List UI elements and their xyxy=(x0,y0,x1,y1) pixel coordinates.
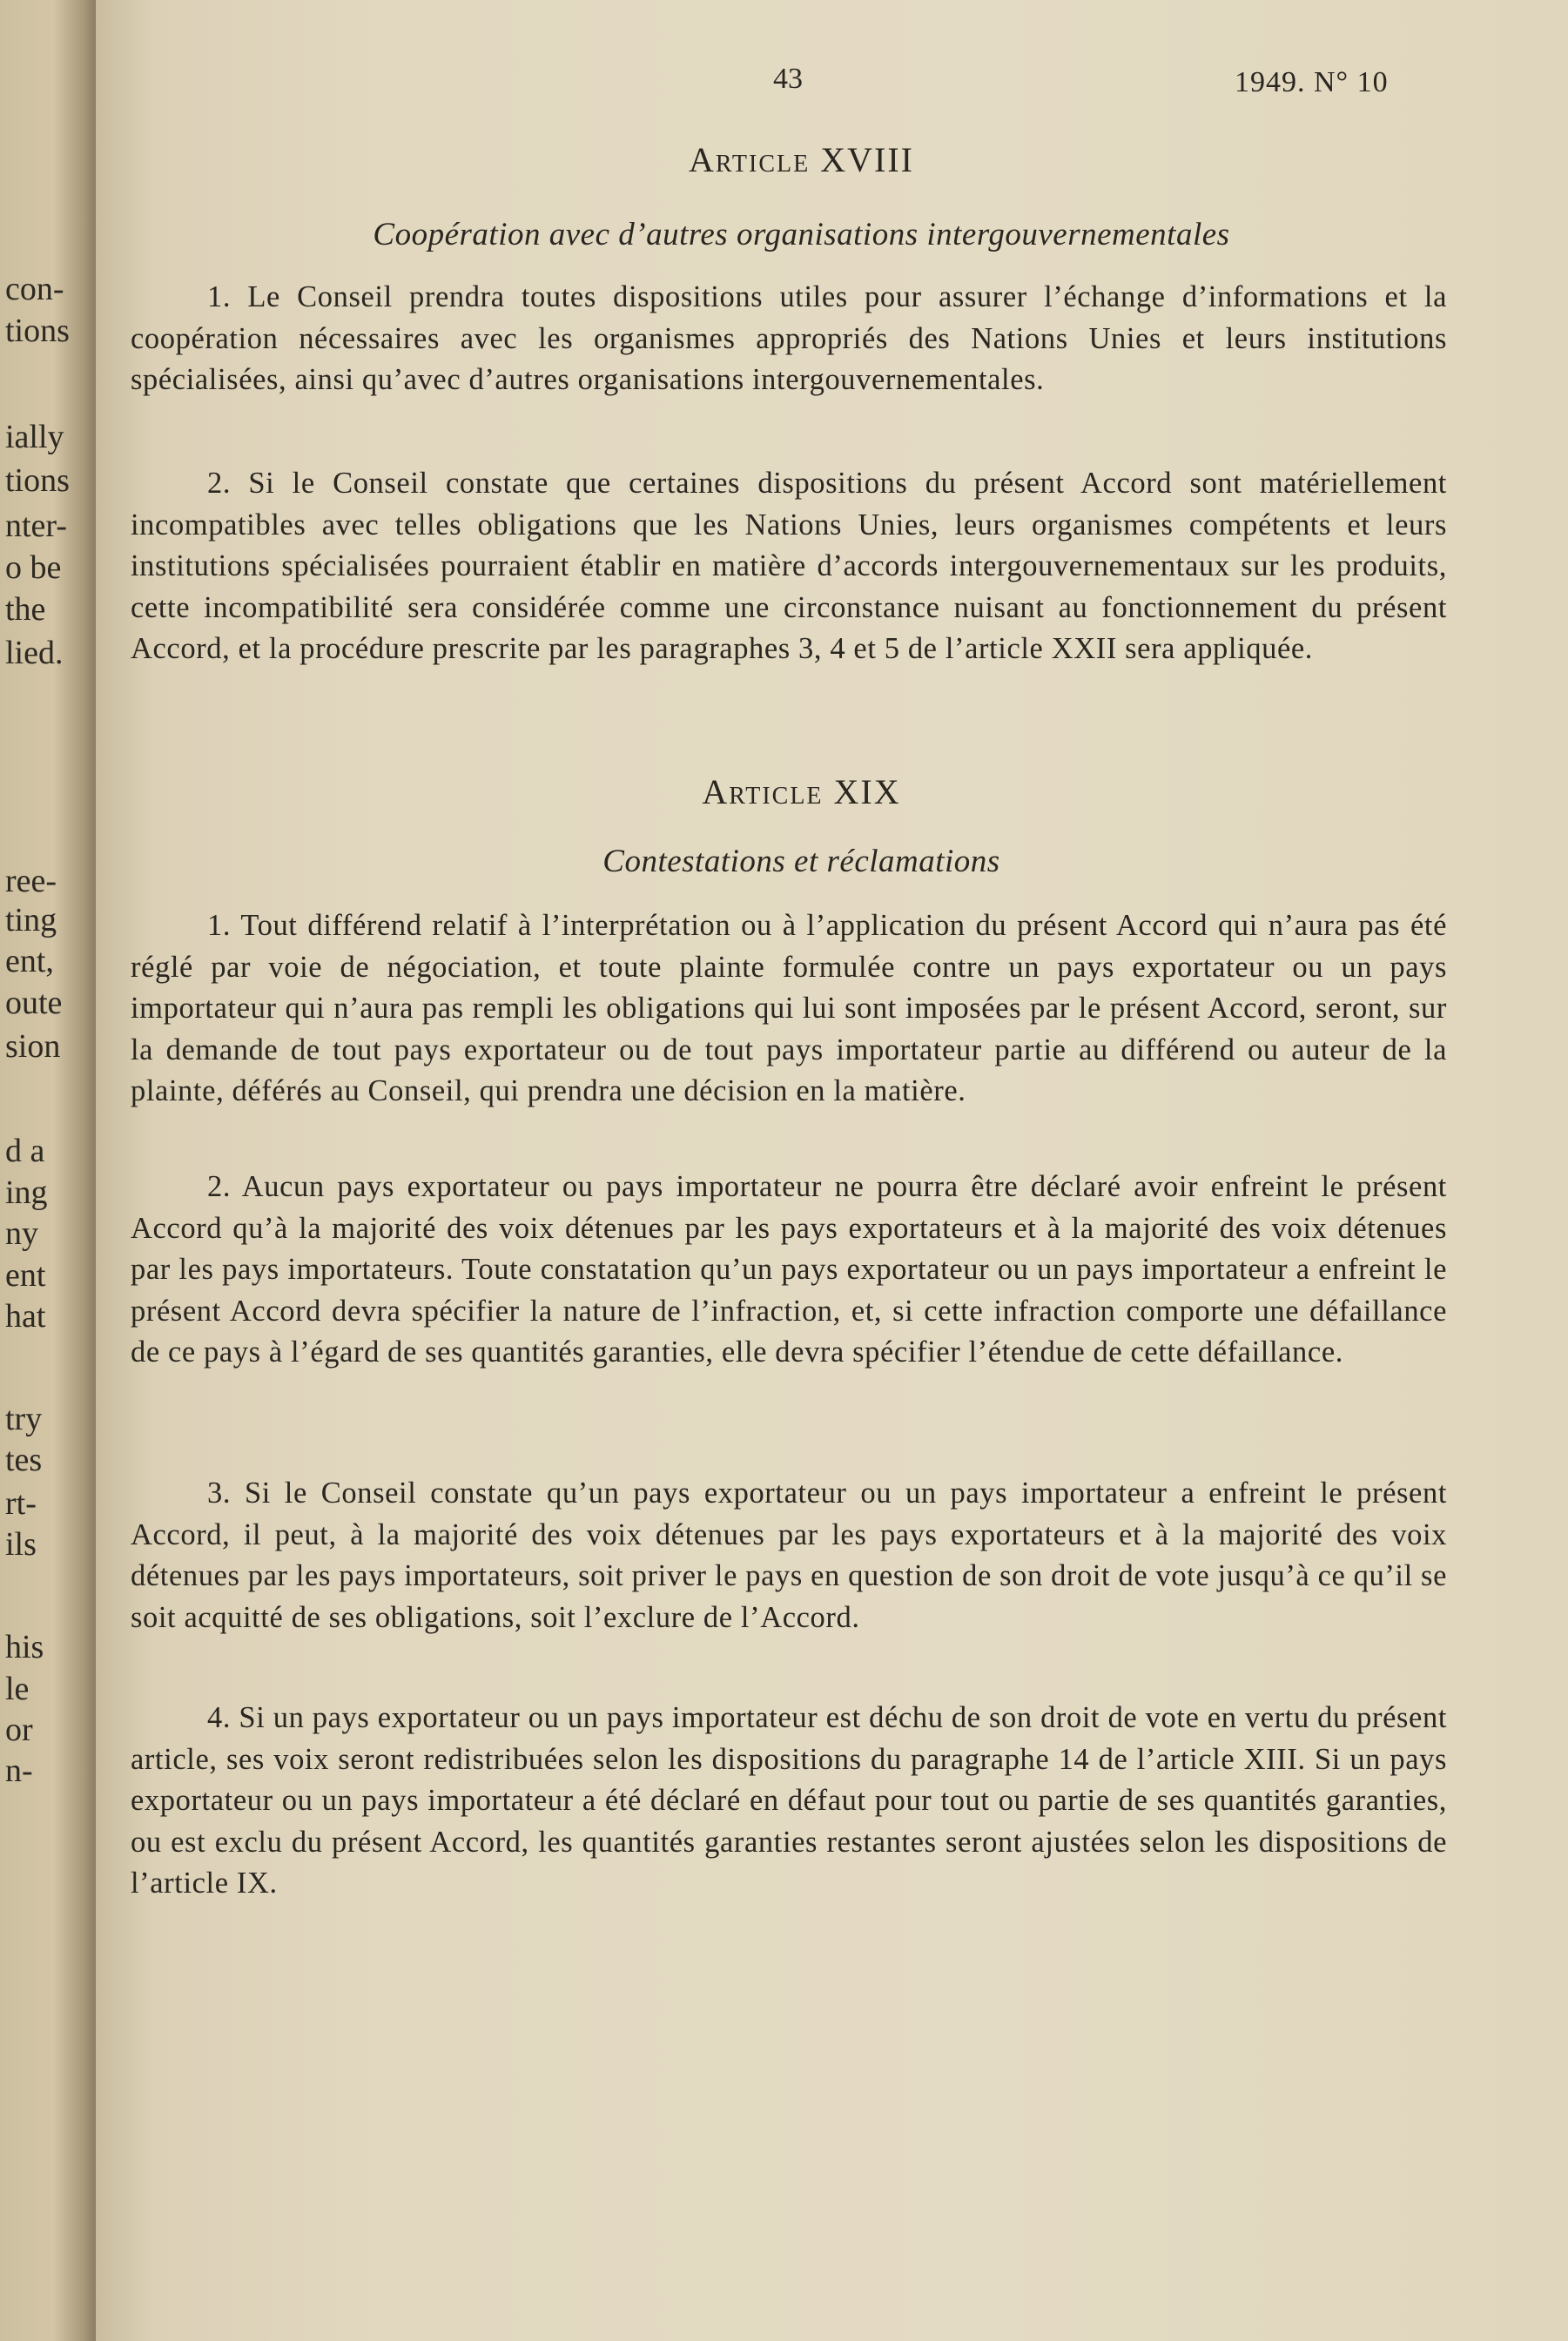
paragraph: 2. Si le Conseil constate que certaines dispositions du présent Accord sont matériellement incompatibles avec telles obligations que les Nations Unies, leurs organismes compétents et leurs institutions spécialisées pourraient établir en matière d’accords intergouvernementaux sur les produits, cette incompatibilité sera considérée comme une circonstance nuisant au fonctionnement du présent Accord, et la procédure prescrite par les paragraphes 3, 4 et 5 de l’article XXII sera appliquée. xyxy=(131,467,1447,665)
margin-fragment: d a xyxy=(5,1133,45,1169)
paragraph: 1. Tout différend relatif à l’interprétation ou à l’application du présent Accord qui n’aura pas été réglé par voie de négociation, et toute plainte formulée contre un pays exportateur ou un pays importateur qui n’aura pas rempli les obligations qui lui sont imposées par le présent Accord, seront, sur la demande de tout pays exportateur ou de tout pays importateur partie au différend ou auteur de la plainte, déférés au Conseil, qui prendra une décision en la matière. xyxy=(131,909,1447,1107)
margin-fragment: ny xyxy=(5,1215,38,1252)
margin-fragment: ially xyxy=(5,419,64,455)
article-subtitle: Coopération avec d’autres organisations intergouvernementales xyxy=(373,217,1230,252)
margin-fragment: hat xyxy=(5,1298,46,1335)
margin-fragment: tes xyxy=(5,1442,43,1478)
article-title: Article XIX xyxy=(702,772,901,811)
paragraph: 3. Si le Conseil constate qu’un pays exportateur ou un pays importateur a enfreint le présent Accord, il peut, à la majorité des voix détenues par les pays exportateurs et à la majorité des voix détenues par les pays importateurs, soit priver le pays en question de son droit de vote jusqu’à ce qu’il se soit acquitté de ses obligations, soit l’exclure de l’Accord. xyxy=(131,1477,1447,1634)
margin-fragment: sion xyxy=(5,1028,61,1065)
margin-fragment: ent, xyxy=(5,943,54,979)
margin-fragment: lied. xyxy=(5,635,64,671)
paragraph: 4. Si un pays exportateur ou un pays importateur est déchu de son droit de vote en vertu du présent article, ses voix seront redistribuées selon les dispositions du paragraphe 14 de l’article XIII. Si un pays exportateur ou un pays importateur a été déclaré en défaut pour tout ou partie de ses quantités garanties, ou est exclu du présent Accord, les quantités garanties restantes seront ajustées selon les dispositions de l’article IX. xyxy=(131,1701,1447,1900)
margin-fragment: his xyxy=(5,1629,44,1665)
margin-fragment: tions xyxy=(5,462,70,499)
book-gutter xyxy=(0,0,96,2341)
margin-fragment: nter- xyxy=(5,508,67,544)
margin-fragment: le xyxy=(5,1671,30,1707)
margin-fragment: con- xyxy=(5,271,64,307)
margin-fragment: tions xyxy=(5,313,70,349)
page-number: 43 xyxy=(773,63,803,95)
margin-fragment: ree- xyxy=(5,863,57,899)
running-head: 1949. N° 10 xyxy=(1235,66,1389,98)
margin-fragment: o be xyxy=(5,549,62,586)
article-title: Article XVIII xyxy=(689,140,914,179)
margin-fragment: rt- xyxy=(5,1485,37,1522)
margin-fragment: ent xyxy=(5,1257,46,1294)
paragraph: 2. Aucun pays exportateur ou pays importateur ne pourra être déclaré avoir enfreint le présent Accord qu’à la majorité des voix détenues par les pays exportateurs et à la majorité des voix détenues par les pays importateurs. Toute constatation qu’un pays exportateur ou un pays importateur a enfreint le présent Accord devra spécifier la nature de l’infraction, et, si cette infraction comporte une défaillance de ce pays à l’égard de ses quantités garanties, elle devra spécifier l’étendue de cette défaillance. xyxy=(131,1170,1447,1369)
paragraph: 1. Le Conseil prendra toutes dispositions utiles pour assurer l’échange d’informations et la coopération nécessaires avec les organismes appropriés des Nations Unies et leurs institutions spécialisées, ainsi qu’avec d’autres organisations intergouvernementales. xyxy=(131,280,1447,396)
margin-fragment: n- xyxy=(5,1752,33,1789)
margin-fragment: ils xyxy=(5,1526,37,1563)
margin-fragment: ting xyxy=(5,902,57,938)
margin-fragment: try xyxy=(5,1401,43,1437)
margin-fragment: ing xyxy=(5,1174,48,1211)
margin-fragment: oute xyxy=(5,985,63,1021)
article-subtitle: Contestations et réclamations xyxy=(602,844,1000,879)
margin-fragment: or xyxy=(5,1712,33,1748)
margin-fragment: the xyxy=(5,591,46,628)
